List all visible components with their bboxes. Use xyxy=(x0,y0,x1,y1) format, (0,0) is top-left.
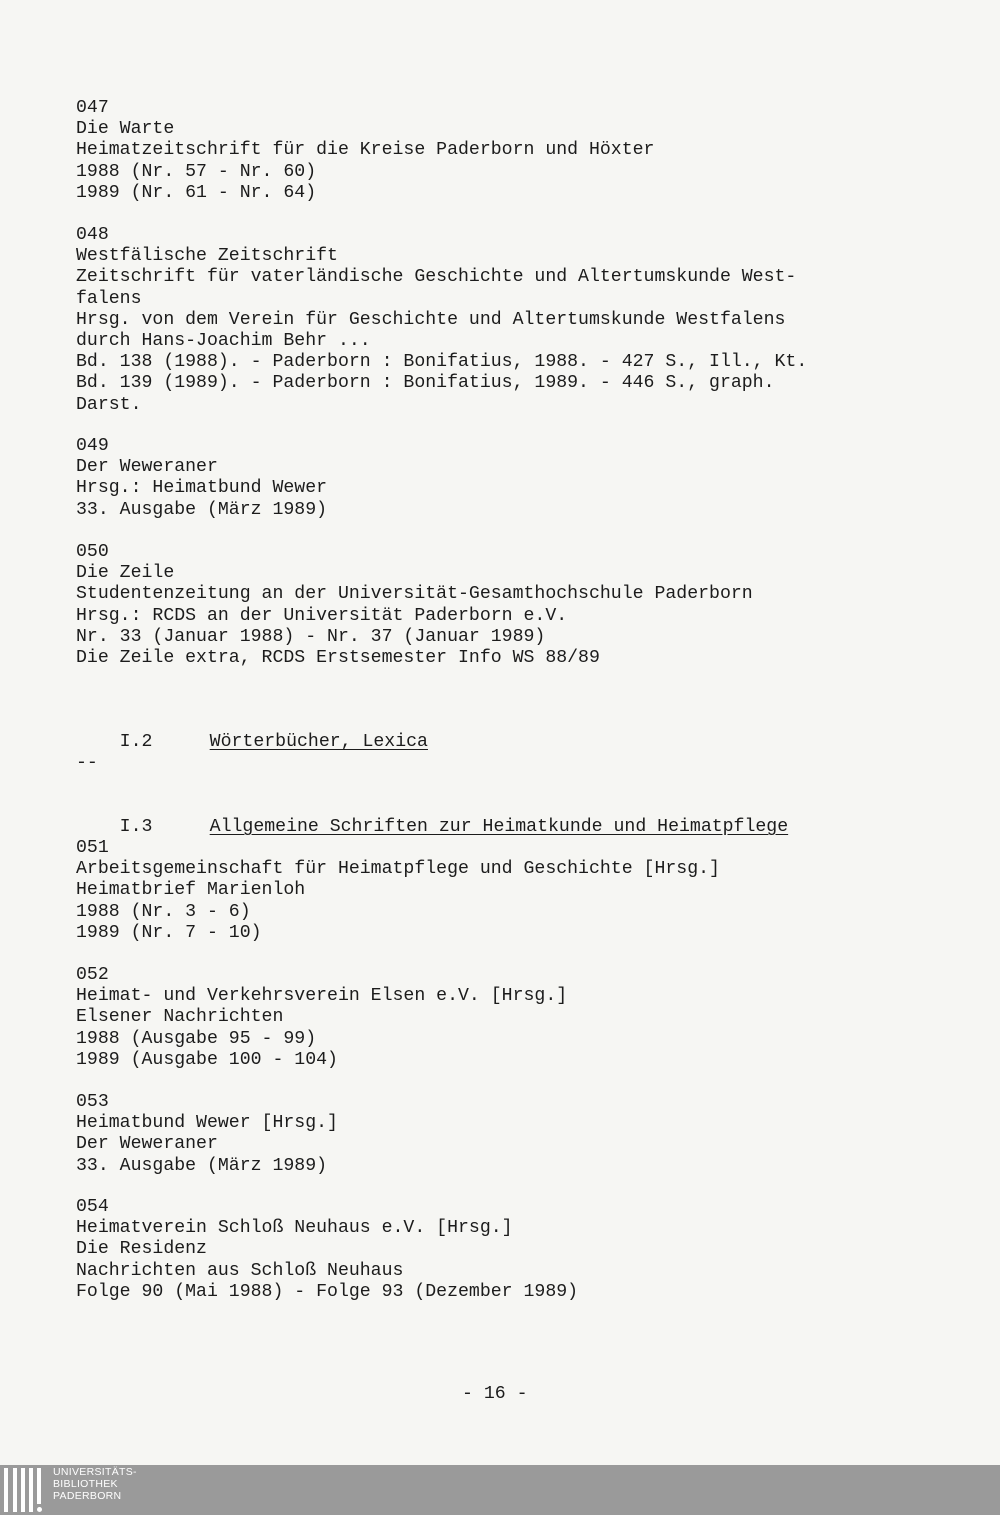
entry-title: Der Weweraner xyxy=(76,457,218,478)
section-title: Wörterbücher, Lexica xyxy=(209,732,428,753)
entry-number: 049 xyxy=(76,436,109,456)
entry-issues: 1988 (Nr. 3 - 6) xyxy=(76,901,251,922)
entry-subtitle: Zeitschrift für vaterländische Geschichte und Altertumskunde West- xyxy=(76,267,797,288)
bibliography-entry-050 xyxy=(76,542,936,669)
bibliography-entry-051 xyxy=(76,838,936,944)
logo-line: PADERBORN xyxy=(53,1490,122,1502)
entry-subtitle: Nachrichten aus Schloß Neuhaus xyxy=(76,1260,404,1281)
entry-issues: Nr. 33 (Januar 1988) - Nr. 37 (Januar 1989) xyxy=(76,626,546,647)
entry-editor: Hrsg.: Heimatbund Wewer xyxy=(76,478,328,499)
library-footer-bar xyxy=(0,1465,1000,1515)
entry-number: 054 xyxy=(76,1197,109,1217)
entry-issues: 1988 (Ausgabe 95 - 99) xyxy=(76,1028,317,1049)
entry-author: Heimatbund Wewer [Hrsg.] xyxy=(76,1113,338,1134)
entry-issues: 1989 (Ausgabe 100 - 104) xyxy=(76,1049,338,1070)
bibliography-entry-054 xyxy=(76,1197,936,1303)
entry-number: 047 xyxy=(76,98,109,118)
section-title: Allgemeine Schriften zur Heimatkunde und Heimatpflege xyxy=(209,817,789,838)
entry-issues: 33. Ausgabe (März 1989) xyxy=(76,499,328,520)
page-number: - 16 - xyxy=(462,1384,528,1404)
entry-number: 053 xyxy=(76,1092,109,1112)
entry-title: Der Weweraner xyxy=(76,1134,218,1155)
entry-number: 052 xyxy=(76,965,109,985)
entry-title: Westfälische Zeitschrift xyxy=(76,246,338,267)
entry-volume: Bd. 139 (1989). - Paderborn : Bonifatius, 1989. - 446 S., graph. xyxy=(76,373,775,394)
bibliography-entry-048 xyxy=(76,225,936,416)
entry-volume: Bd. 138 (1988). - Paderborn : Bonifatius, 1988. - 427 S., Ill., Kt. xyxy=(76,352,808,373)
entry-issues: 1988 (Nr. 57 - Nr. 60) xyxy=(76,161,317,182)
entry-number: 050 xyxy=(76,542,109,562)
logo-line: UNIVERSITÄTS- xyxy=(53,1466,137,1478)
logo-line: BIBLIOTHEK xyxy=(53,1478,118,1490)
entry-title: Die Warte xyxy=(76,119,175,140)
entry-subtitle: Studentenzeitung an der Universität-Gesamthochschule Paderborn xyxy=(76,584,753,605)
bibliography-entry-049 xyxy=(76,436,936,521)
entry-editor: Hrsg.: RCDS an der Universität Paderborn e.V. xyxy=(76,605,568,626)
entry-author: Arbeitsgemeinschaft für Heimatpflege und Geschichte [Hrsg.] xyxy=(76,859,720,880)
entry-title: Die Residenz xyxy=(76,1239,207,1260)
entry-issues: 1989 (Nr. 7 - 10) xyxy=(76,922,262,943)
bibliography-entry-047 xyxy=(76,98,936,204)
entry-editor: Hrsg. von dem Verein für Geschichte und Altertumskunde Westfalens xyxy=(76,309,786,330)
entry-issues: Folge 90 (Mai 1988) - Folge 93 (Dezember 1989) xyxy=(76,1281,579,1302)
entry-subtitle: Heimatzeitschrift für die Kreise Paderborn und Höxter xyxy=(76,140,655,161)
entry-editor: durch Hans-Joachim Behr ... xyxy=(76,331,371,352)
entry-author: Heimatverein Schloß Neuhaus e.V. [Hrsg.] xyxy=(76,1218,513,1239)
entry-issues: 1989 (Nr. 61 - Nr. 64) xyxy=(76,182,317,203)
bibliography-entry-053 xyxy=(76,1092,936,1177)
entry-author: Heimat- und Verkehrsverein Elsen e.V. [Hrsg.] xyxy=(76,986,568,1007)
section-number: I.2 xyxy=(119,732,153,753)
entry-title: Die Zeile xyxy=(76,563,175,584)
entry-title: Elsener Nachrichten xyxy=(76,1007,284,1028)
bibliography-entry-052 xyxy=(76,965,936,1071)
section-heading-i2 xyxy=(76,711,428,775)
entry-issues: 33. Ausgabe (März 1989) xyxy=(76,1155,328,1176)
entry-number: 048 xyxy=(76,225,109,245)
section-number: I.3 xyxy=(119,817,153,838)
entry-subtitle: falens xyxy=(76,288,142,309)
entry-issues: Die Zeile extra, RCDS Erstsemester Info WS 88/89 xyxy=(76,648,600,669)
entry-number: 051 xyxy=(76,838,109,858)
library-logo-text xyxy=(53,1466,137,1502)
entry-title: Heimatbrief Marienloh xyxy=(76,880,306,901)
section-empty-marker: -- xyxy=(76,753,98,773)
entry-volume: Darst. xyxy=(76,394,142,415)
